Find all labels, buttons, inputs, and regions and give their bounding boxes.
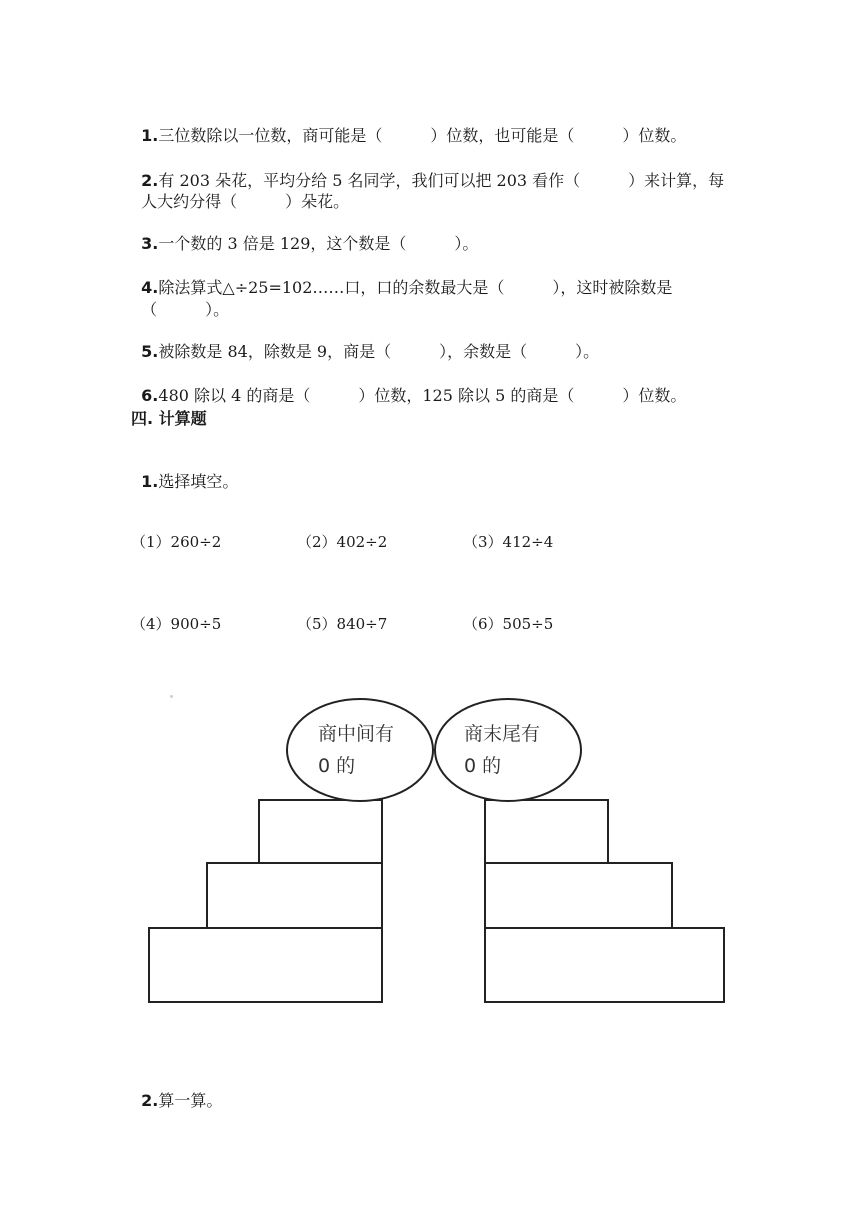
question-number: 4. xyxy=(141,278,159,297)
left-step-top xyxy=(259,800,382,863)
question-1 xyxy=(131,106,686,146)
question-text: 三位数除以一位数，商可能是（ ）位数，也可能是（ ）位数。 xyxy=(158,126,687,145)
right-bubble xyxy=(435,699,581,801)
calc-item-1: （1）260÷2 xyxy=(131,533,222,551)
question-text: 有 203 朵花，平均分给 5 名同学，我们可以把 203 看作（ ）来计算，每 xyxy=(158,171,725,190)
question-number: 2. xyxy=(141,171,159,190)
question-3 xyxy=(131,214,478,254)
left-step-bottom xyxy=(149,928,382,1002)
left-bubble xyxy=(287,699,433,801)
diagram-svg xyxy=(146,690,730,1010)
question-4-continuation xyxy=(131,280,229,320)
question-text: （ ）。 xyxy=(141,300,230,319)
question-text: 人大约分得（ ）朵花。 xyxy=(141,192,350,211)
left-bubble-line1: 商中间有 xyxy=(318,723,395,745)
question-5 xyxy=(131,322,599,362)
question-number: 5. xyxy=(141,342,159,361)
calc-item-3: （3）412÷4 xyxy=(463,533,554,551)
question-text: 除法算式△÷25=102……口，口的余数最大是（ ），这时被除数是 xyxy=(158,278,673,297)
question-text: 一个数的 3 倍是 129，这个数是（ ）。 xyxy=(158,234,479,253)
task-2 xyxy=(131,1071,222,1111)
right-step-top xyxy=(485,800,608,863)
right-step-middle xyxy=(485,863,672,928)
left-step-middle xyxy=(207,863,382,928)
calc-item-5: （5）840÷7 xyxy=(297,615,388,633)
right-step-bottom xyxy=(485,928,724,1002)
task-1 xyxy=(131,452,238,492)
question-number: 3. xyxy=(141,234,159,253)
calc-item-4: （4）900÷5 xyxy=(131,615,222,633)
section-title: 四. 计算题 xyxy=(131,409,207,428)
question-text: 480 除以 4 的商是（ ）位数，125 除以 5 的商是（ ）位数。 xyxy=(158,386,687,405)
question-6 xyxy=(131,366,686,406)
right-bubble-line1: 商末尾有 xyxy=(464,723,541,745)
calc-item-6: （6）505÷5 xyxy=(463,615,554,633)
question-2-continuation xyxy=(131,172,349,212)
calc-item-2: （2）402÷2 xyxy=(297,533,388,551)
right-bubble-line2: 0 的 xyxy=(464,755,502,777)
question-number: 1. xyxy=(141,126,159,145)
question-number: 6. xyxy=(141,386,159,405)
sorting-diagram xyxy=(146,690,730,1010)
task-text: 选择填空。 xyxy=(158,472,239,491)
question-text: 被除数是 84，除数是 9，商是（ ），余数是（ ）。 xyxy=(158,342,600,361)
left-bubble-line2: 0 的 xyxy=(318,755,356,777)
task-number: 1. xyxy=(141,472,159,491)
task-number: 2. xyxy=(141,1091,159,1110)
task-text: 算一算。 xyxy=(158,1091,223,1110)
